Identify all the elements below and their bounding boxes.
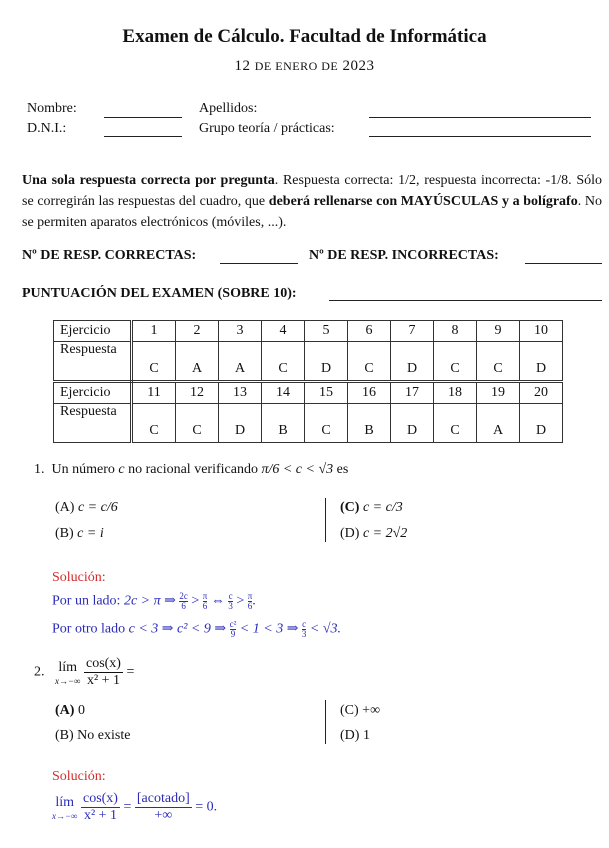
ejercicio-header: Ejercicio — [54, 321, 132, 342]
q2-solution-heading: Solución: — [52, 769, 106, 784]
respuesta-header: Respuesta — [54, 342, 132, 382]
exercise-number: 1 — [132, 321, 176, 342]
exercise-number: 6 — [348, 321, 391, 342]
q1-option-a: (A) c = c/6 — [55, 500, 118, 515]
answer-cell[interactable]: C — [132, 404, 176, 443]
exercise-number: 8 — [434, 321, 477, 342]
q1-solution-heading: Solución: — [52, 570, 106, 585]
exam-date: 12 DE ENERO DE 2023 — [234, 58, 375, 74]
instructions: Una sola respuesta correcta por pregunta. Respuesta correcta: 1/2, respuesta incorrecta: -1/8. Sólo se corregirán las respuestas del cuadro, que deberá rellenarse con MAYÚSCULAS y a bolígrafo. No se permiten aparatos electrónicos (móviles, ...). — [22, 173, 602, 230]
q2-option-c: (C) +∞ — [340, 703, 381, 718]
answer-cell[interactable]: B — [348, 404, 391, 443]
q2-option-d: (D) 1 — [340, 728, 370, 743]
answer-cell[interactable]: C — [176, 404, 219, 443]
apellidos-label: Apellidos: — [199, 101, 258, 116]
answer-table-grid — [53, 320, 563, 443]
answer-cell[interactable]: A — [219, 342, 262, 382]
q2-option-a: (A) 0 — [55, 703, 85, 718]
answer-cell[interactable]: D — [520, 404, 563, 443]
q1-divider — [325, 498, 326, 542]
exercise-number: 13 — [219, 382, 262, 404]
answer-cell[interactable]: A — [176, 342, 219, 382]
exercise-number: 4 — [262, 321, 305, 342]
exercise-number: 12 — [176, 382, 219, 404]
dni-label: D.N.I.: — [27, 121, 67, 136]
apellidos-field[interactable] — [369, 117, 591, 118]
exercise-number: 2 — [176, 321, 219, 342]
answer-cell[interactable]: C — [348, 342, 391, 382]
exam-title: Examen de Cálculo. Facultad de Informática — [122, 26, 487, 47]
ejercicio-row — [54, 321, 563, 342]
q1-option-d: (D) c = 2√2 — [340, 526, 408, 541]
respuesta-row — [54, 342, 563, 382]
q1-option-c: (C) c = c/3 — [340, 500, 403, 515]
exercise-number: 18 — [434, 382, 477, 404]
exercise-number: 20 — [520, 382, 563, 404]
ejercicio-row — [54, 382, 563, 404]
exercise-number: 5 — [305, 321, 348, 342]
answer-cell[interactable]: C — [132, 342, 176, 382]
exercise-number: 9 — [477, 321, 520, 342]
exercise-number: 16 — [348, 382, 391, 404]
answer-cell[interactable]: D — [305, 342, 348, 382]
exercise-number: 15 — [305, 382, 348, 404]
exercise-number: 17 — [391, 382, 434, 404]
q1-option-b: (B) c = i — [55, 526, 104, 541]
nombre-label: Nombre: — [27, 101, 77, 116]
answer-cell[interactable]: C — [262, 342, 305, 382]
exercise-number: 10 — [520, 321, 563, 342]
answer-cell[interactable]: D — [391, 342, 434, 382]
correctas-label: Nº DE RESP. CORRECTAS: — [22, 248, 197, 263]
exercise-number: 11 — [132, 382, 176, 404]
respuesta-row — [54, 404, 563, 443]
answer-cell[interactable]: A — [477, 404, 520, 443]
q1-solution-line-2: Por otro lado c < 3 ⇒ c² < 9 ⇒ $\frac{\text{c²}}{9}$ < 1 < 3 ⇒ $\frac{c}{3}$ < √3. — [52, 619, 342, 639]
exercise-number: 7 — [391, 321, 434, 342]
answer-cell[interactable]: D — [219, 404, 262, 443]
grupo-label: Grupo teoría / prácticas: — [199, 121, 335, 136]
q1-solution-line-1: Por un lado: 2c > π ⇒ $\frac{2c}{6}$ > $\frac{\pi}{6}$ ⇔ $\frac{c}{3}$ > $\frac{\pi}{6}$ . — [52, 591, 256, 611]
q2-option-b: (B) No existe — [55, 728, 131, 743]
answer-cell[interactable]: D — [391, 404, 434, 443]
exercise-number: 19 — [477, 382, 520, 404]
ejercicio-header: Ejercicio — [54, 382, 132, 404]
nombre-field[interactable] — [104, 117, 182, 118]
answer-cell[interactable]: D — [520, 342, 563, 382]
q2-solution-line: lím x→−∞ $\frac{\cos(x)}{\text{x² + 1}}$ = $\frac{\text{[acotado]}}{+\infty}$ = 0. — [52, 791, 218, 823]
answer-cell[interactable]: B — [262, 404, 305, 443]
incorrectas-field[interactable] — [525, 263, 602, 264]
incorrectas-label: Nº DE RESP. INCORRECTAS: — [309, 248, 499, 263]
dni-field[interactable] — [104, 136, 182, 137]
correctas-field[interactable] — [220, 263, 298, 264]
puntuacion-label: PUNTUACIÓN DEL EXAMEN (SOBRE 10): — [22, 286, 297, 301]
exercise-number: 3 — [219, 321, 262, 342]
grupo-field[interactable] — [369, 136, 591, 137]
q2-divider — [325, 700, 326, 744]
puntuacion-field[interactable] — [329, 300, 602, 301]
answer-table — [53, 320, 563, 443]
respuesta-header: Respuesta — [54, 404, 132, 443]
answer-cell[interactable]: C — [434, 404, 477, 443]
question-1: 1. Un número c no racional verificando π/6 < c < √3 es — [34, 462, 349, 477]
answer-cell[interactable]: C — [477, 342, 520, 382]
exercise-number: 14 — [262, 382, 305, 404]
question-2: 2. lím x→−∞ $\frac{\cos(x)}{\text{x² + 1}}$ = — [34, 656, 135, 688]
answer-cell[interactable]: C — [434, 342, 477, 382]
answer-cell[interactable]: C — [305, 404, 348, 443]
